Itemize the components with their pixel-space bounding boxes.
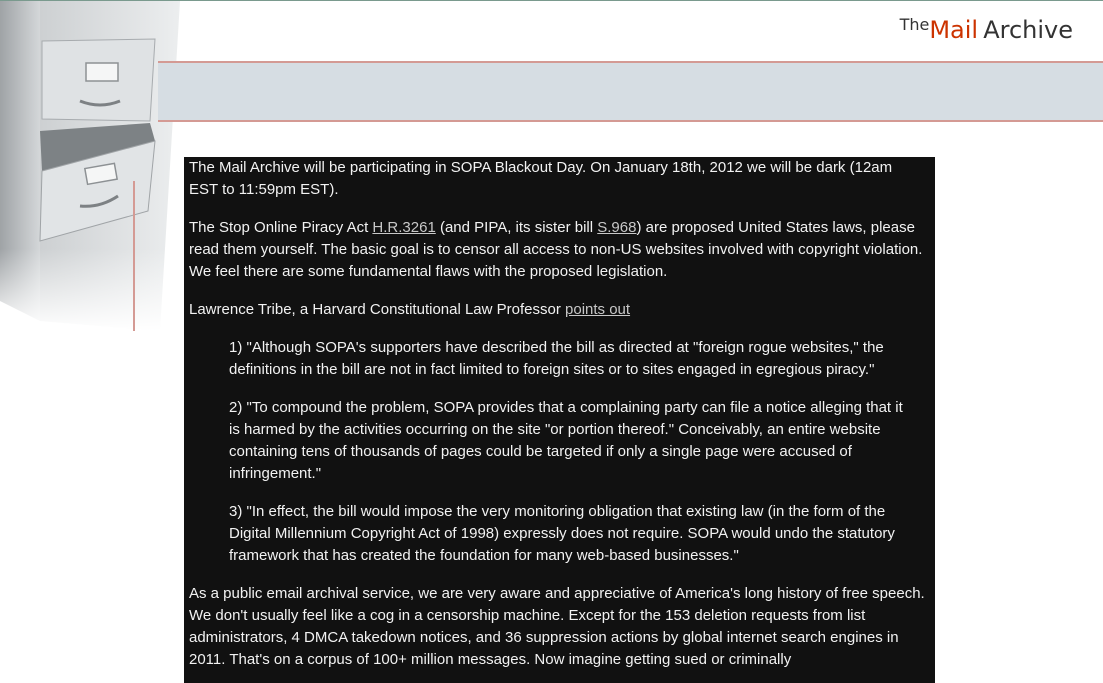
hr3261-link[interactable]: H.R.3261 [372, 219, 436, 236]
text-segment: The Stop Online Piracy Act [189, 219, 373, 236]
notice-archive-statement: As a public email archival service, we are very aware and appreciative of America's long history of free speech. We don't usually feel like a cog in a censorship machine. Except for the 153 deletion requests from list administrators, 4 DMCA takedown notices, and 36 suppression actions by global internet search engines in 2011. That's on a corpus of 100+ million messages. Now imagine getting sued or criminally [189, 585, 925, 668]
sopa-notice [184, 157, 935, 683]
file-cabinet-icon [0, 1, 190, 331]
site-logo[interactable] [900, 15, 1073, 44]
notice-intro: The Mail Archive will be participating in SOPA Blackout Day. On January 18th, 2012 we will be dark (12am EST to 11:59pm EST). [189, 159, 893, 198]
logo-the: The [899, 15, 930, 34]
header-band [158, 61, 1103, 122]
logo-archive: Archive [983, 16, 1073, 44]
text-segment: (and PIPA, its sister bill [435, 219, 598, 236]
points-out-link[interactable]: points out [565, 301, 631, 318]
divider-line [133, 181, 135, 331]
logo-mail: Mail [929, 16, 979, 44]
text-segment: Lawrence Tribe, a Harvard Constitutional Law Professor [189, 301, 566, 318]
quote-2: 2) "To compound the problem, SOPA provides that a complaining party can file a notice alleging that it is harmed by the activities occurring on the site "or portion thereof." Conceivably, an entire website containing tens of thousands of pages could be targeted if only a single page were accused of infringement." [229, 399, 903, 482]
quote-1: 1) "Although SOPA's supporters have described the bill as directed at "foreign rogue websites," the definitions in the bill are not in fact limited to foreign sites or to sites engaged in egregious piracy." [229, 339, 884, 378]
s968-link[interactable]: S.968 [597, 219, 637, 236]
notice-sopa-description [189, 217, 925, 283]
quote-3: 3) "In effect, the bill would impose the very monitoring obligation that existing law (in the form of the Digital Millennium Copyright Act of 1998) expressly does not require. SOPA would undo the statutory framework that has created the foundation for many web-based businesses." [229, 503, 895, 564]
text-segment: ) are proposed United States laws, please read them yourself. The basic goal is to censor all access to non-US websites involved with copyright violation. We feel there are some fundamental flaws with the proposed legislation. [189, 219, 923, 280]
notice-tribe [189, 299, 925, 321]
